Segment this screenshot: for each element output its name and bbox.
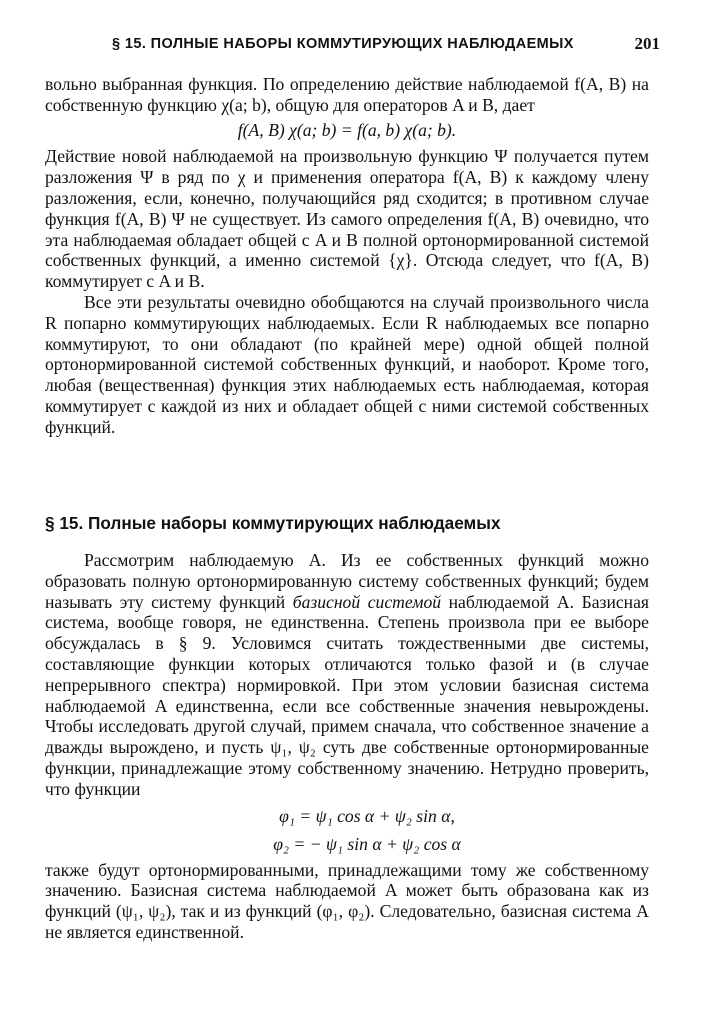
basis-text-a: Рассмотрим наблюдаемую A. Из ее собственных функций можно образовать полную ортонормированную систему собственных функций; будем называть эту систему функций <box>45 550 649 612</box>
paragraph-continuation: вольно выбранная функция. По определению действие наблюдаемой f(A, B) на собственную функцию χ(a; b), общую для операторов A и B, дает <box>45 74 649 115</box>
paragraph-generalization: Все эти результаты очевидно обобщаются на случай произвольного числа R попарно коммутирующих наблюдаемых. Если R наблюдаемых все попарно коммутируют, то они обладают (по крайней мере) одной общей полной ортонормированной системой собственных функций, и наоборот. Кроме того, любая (вещественная) функция этих наблюдаемых есть наблюдаемая, которая коммутирует с каждой из них и обладает общей с ними системой собственных функций. <box>45 291 649 437</box>
basis-term: базисной системой <box>292 591 442 612</box>
paragraph-basis-system <box>45 550 649 800</box>
equation-phi-2: φ₂ = − ψ₁ sin α + ψ₂ cos α <box>273 833 461 854</box>
section-heading: § 15. Полные наборы коммутирующих наблюдаемых <box>45 513 501 533</box>
running-title: § 15. ПОЛНЫЕ НАБОРЫ КОММУТИРУЮЩИХ НАБЛЮДАЕМЫХ <box>112 36 574 52</box>
section-15 <box>45 513 649 534</box>
section-15-body <box>45 550 649 943</box>
top-text-block <box>45 74 649 438</box>
page-number: 201 <box>634 34 660 53</box>
paragraph-orthonormal: также будут ортонормированными, принадлежащими тому же собственному значению. Базисная система наблюдаемой A может быть образована как из функций (ψ₁, ψ₂), так и из функций (φ₁, φ₂). Следовательно, базисная система A не является единственной. <box>45 859 649 942</box>
basis-text-b: наблюдаемой A. Базисная система, вообще говоря, не единственна. Степень произвола при ее выборе обсуждалась в § 9. Условимся считать тождественными две системы, составляющие функции которых отличаются только фазой и (в случае непрерывного спектра) нормировкой. При этом условии базисная система наблюдаемой A единственна, если все собственные значения невырождены. Чтобы исследовать другой случай, примем сначала, что собственное значение a дважды вырождено, и пусть ψ₁, ψ₂ суть две собственные ортонормированные функции, принадлежащие этому собственному значению. Нетрудно проверить, что функции <box>45 591 650 799</box>
equation-phi-1: φ₁ = ψ₁ cos α + ψ₂ sin α, <box>279 805 455 826</box>
formula-f-action: f(A, B) χ(a; b) = f(a, b) χ(a; b). <box>237 119 457 140</box>
page-header <box>90 34 660 56</box>
paragraph-new-observable: Действие новой наблюдаемой на произвольную функцию Ψ получается путем разложения Ψ в ряд по χ и применения оператора f(A, B) к каждому члену разложения, если, конечно, получающийся ряд сходится; в противном случае функция f(A, B) Ψ не существует. Из самого определения f(A, B) очевидно, что эта наблюдаемая обладает общей с A и B полной ортонормированной системой собственных функций, а именно системой {χ}. Отсюда следует, что f(A, B) коммутирует с A и B. <box>45 146 649 292</box>
